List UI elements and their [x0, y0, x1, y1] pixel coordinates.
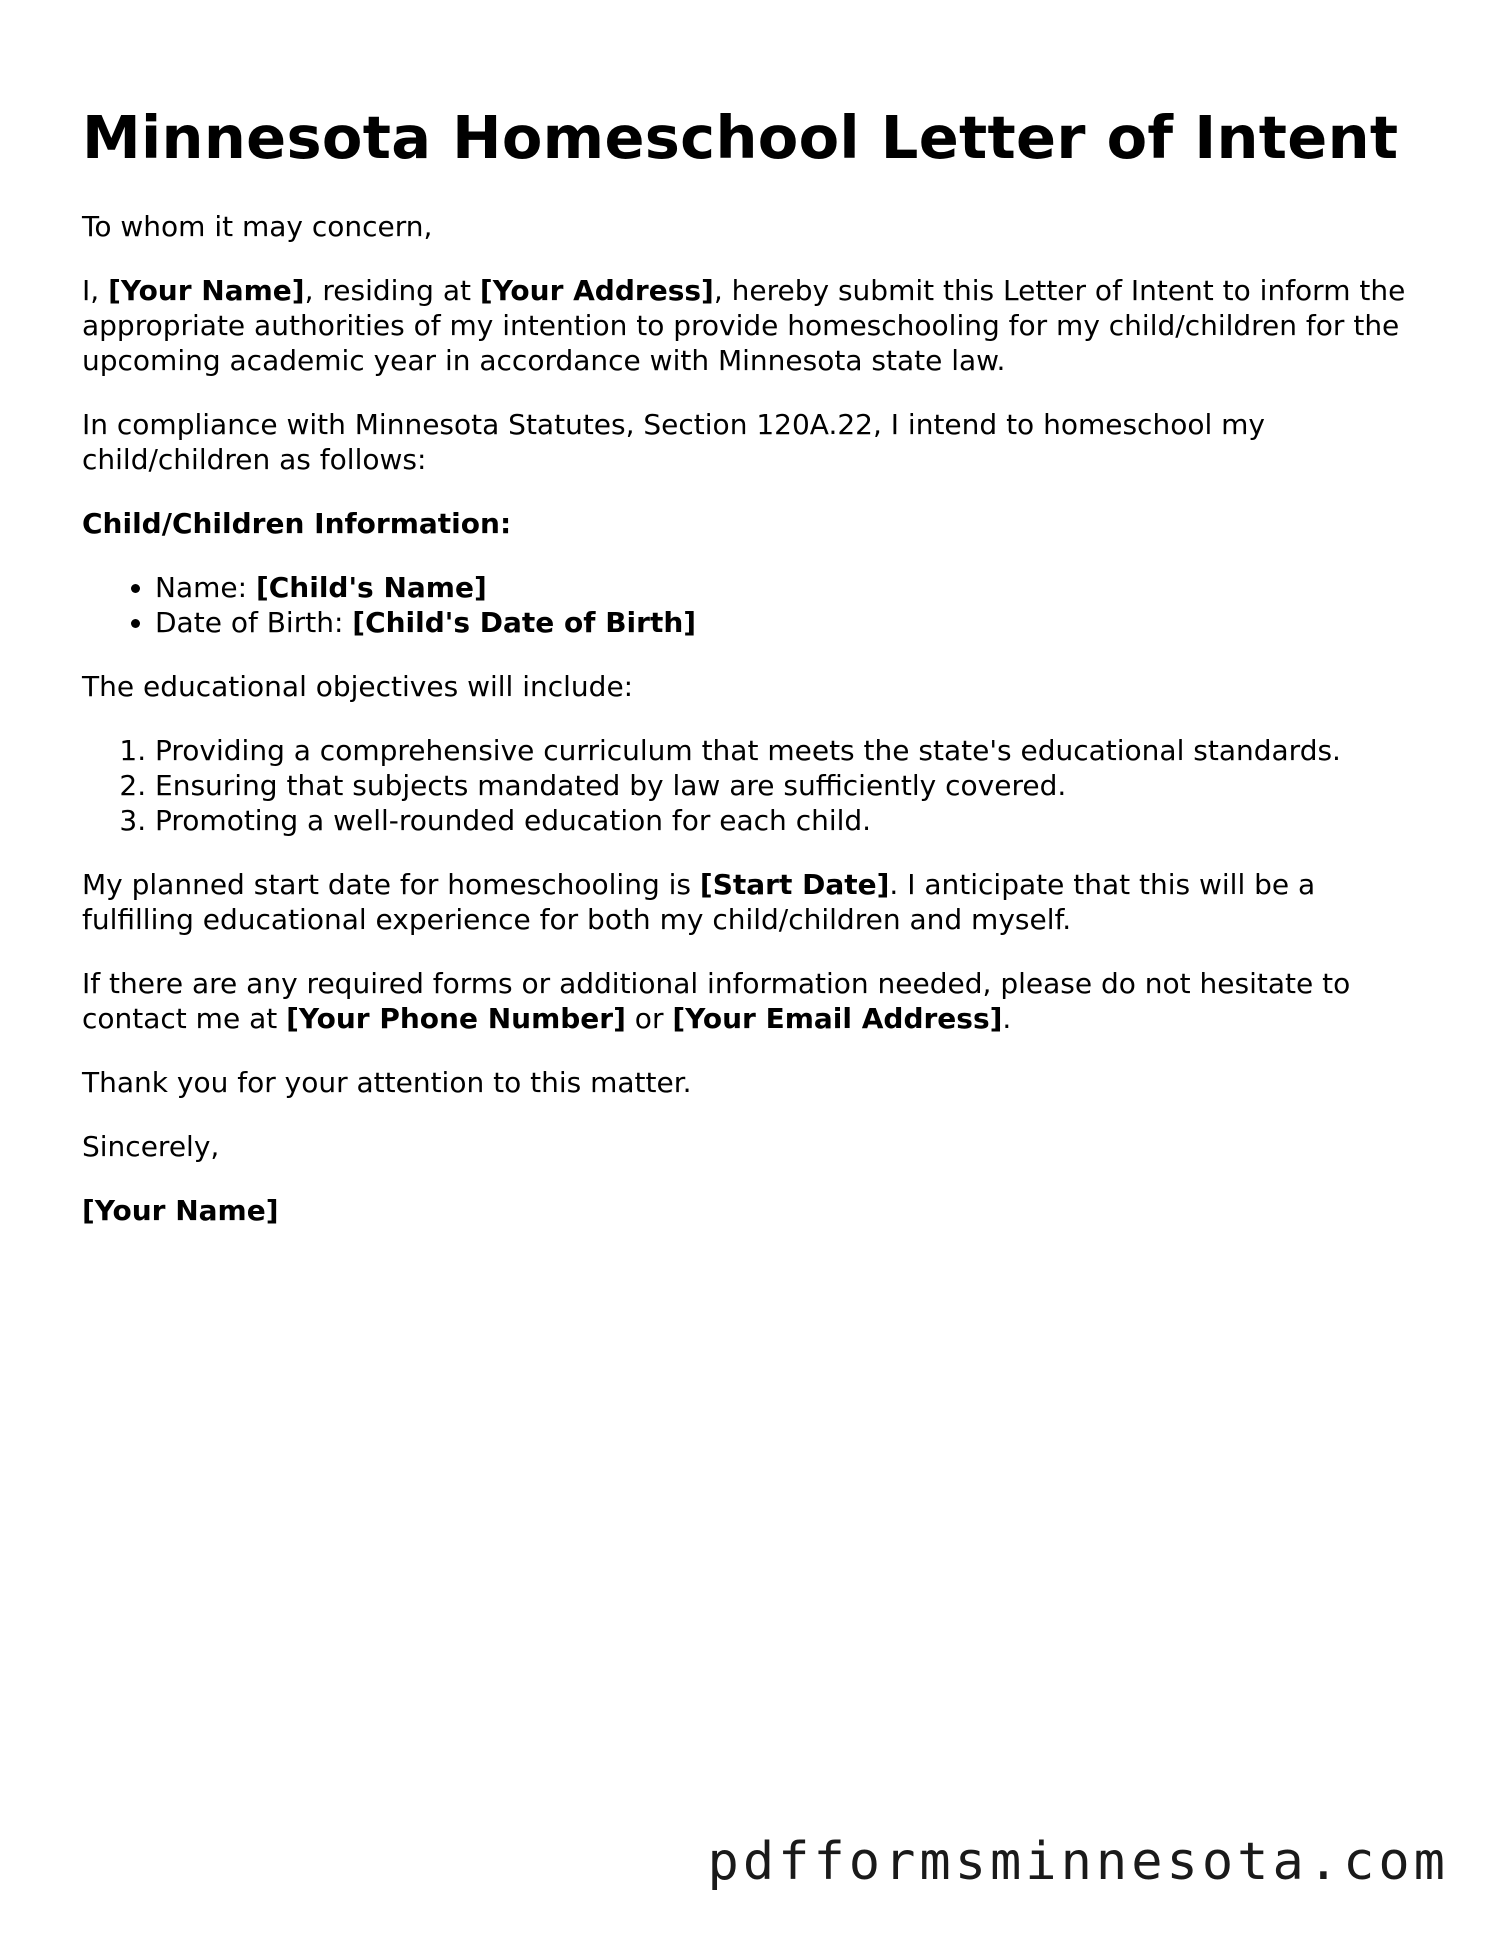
intro-text-2: , residing at [304, 274, 480, 307]
child-dob-label: Date of Birth: [155, 606, 353, 639]
objective-item: 3. Promoting a well-rounded education for each child. [155, 803, 1422, 838]
start-date-paragraph [82, 867, 1422, 937]
child-dob-placeholder: [Child's Date of Birth] [352, 606, 697, 639]
child-dob-item [155, 605, 1422, 640]
contact-text-1: If there are any required forms or additional information needed, please do not hesitate to contact me at [82, 967, 1351, 1035]
thanks-line: Thank you for your attention to this matter. [82, 1066, 692, 1099]
child-name-placeholder: [Child's Name] [255, 571, 487, 604]
salutation: To whom it may concern, [82, 210, 433, 243]
contact-text-3: . [1002, 1002, 1012, 1035]
closing-line: Sincerely, [82, 1130, 220, 1163]
phone-placeholder: [Your Phone Number] [286, 1002, 626, 1035]
your-address-placeholder: [Your Address] [479, 274, 714, 307]
objectives-intro: The educational objectives will include: [82, 670, 634, 703]
objective-item: 1. Providing a comprehensive curriculum that meets the state's educational standards. [155, 733, 1422, 768]
start-text-1: My planned start date for homeschooling is [82, 868, 700, 901]
start-date-placeholder: [Start Date] [699, 868, 890, 901]
start-text-2: . I anticipate that this will be a fulfilling educational experience for both my child/children and myself. [82, 868, 1316, 936]
objective-item: 2. Ensuring that subjects mandated by law are sufficiently covered. [155, 768, 1422, 803]
email-placeholder: [Your Email Address] [672, 1002, 1003, 1035]
children-heading-text: Child/Children Information: [82, 507, 512, 540]
intro-text-3: , hereby submit this Letter of Intent to inform the appropriate authorities of my intention to provide homeschooling for my child/children for the upcoming academic year in accordance with Minnesota state law. [82, 274, 1406, 377]
site-watermark: pdfformsminnesota.com [707, 1832, 1449, 1892]
child-name-label: Name: [155, 571, 256, 604]
intro-text-1: I, [82, 274, 109, 307]
signature-name-placeholder: [Your Name] [82, 1194, 279, 1227]
page-title: Minnesota Homeschool Letter of Intent [82, 103, 1399, 172]
contact-text-2: or [625, 1002, 673, 1035]
signature [82, 1193, 1422, 1228]
children-list [82, 570, 1422, 640]
contact-paragraph [82, 966, 1422, 1036]
child-name-item [155, 570, 1422, 605]
compliance-paragraph: In compliance with Minnesota Statutes, Section 120A.22, I intend to homeschool my child/children as follows: [82, 408, 1265, 476]
children-heading [82, 506, 1422, 541]
your-name-placeholder: [Your Name] [108, 274, 305, 307]
letter-document [82, 100, 1422, 1257]
intro-paragraph [82, 273, 1422, 378]
objectives-list [82, 733, 1422, 838]
